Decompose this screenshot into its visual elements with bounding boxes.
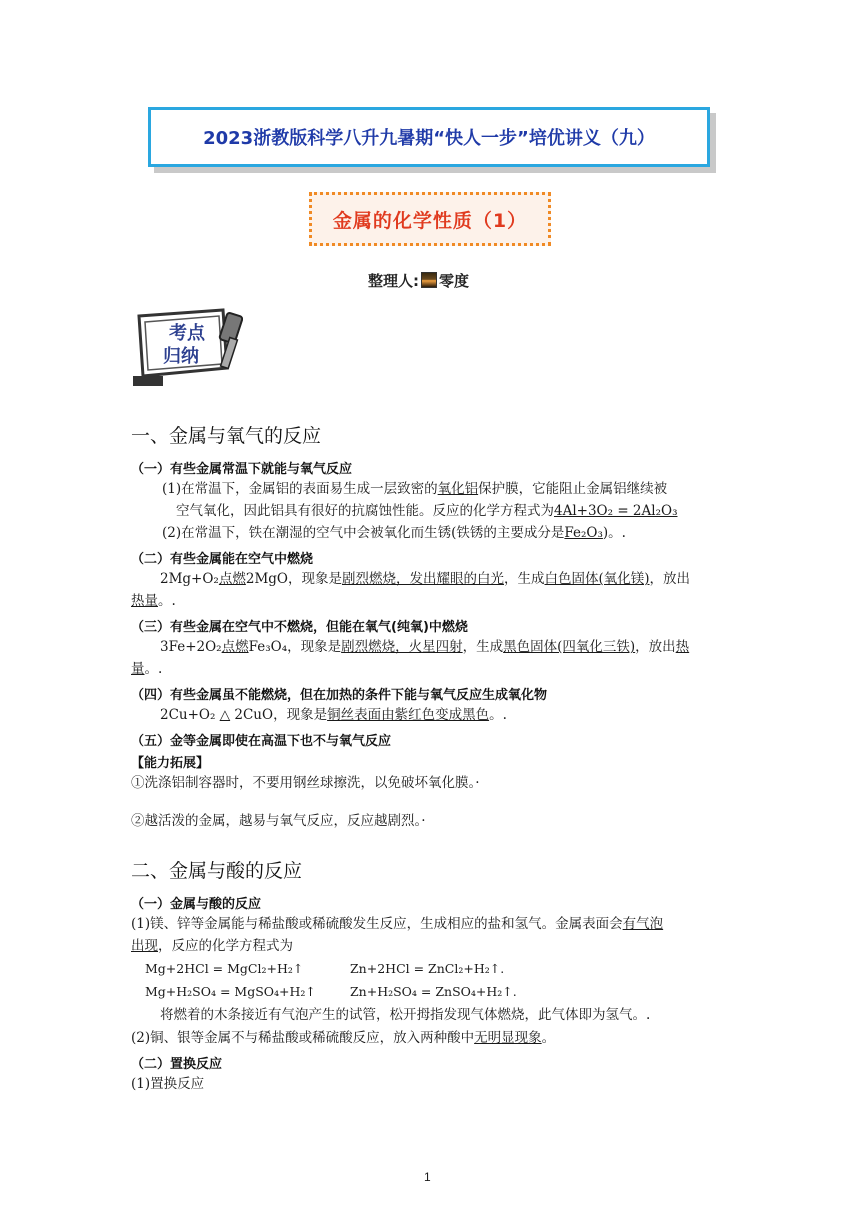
term-alumina: 氧化铝 <box>437 481 479 497</box>
mg-equation-cont: 热量。. <box>131 593 176 609</box>
section2-para3: (1)置换反应 <box>131 1076 205 1092</box>
section1-sub1: （一）有些金属常温下就能与氧气反应 <box>131 462 353 477</box>
mg-equation-line: 2Mg+O₂点燃2MgO，现象是剧烈燃烧，发出耀眼的白光，生成白色固体(氧化镁)，放出 <box>160 571 691 587</box>
cu-equation-line: 2Cu+O₂ △ 2CuO，现象是铜丝表面由紫红色变成黑色。. <box>160 707 507 723</box>
section1-sub4: （四）有些金属虽不能燃烧，但在加热的条件下能与氧气反应生成氧化物 <box>131 688 548 703</box>
section2-para1: (1)镁、锌等金属能与稀盐酸或稀硫酸发生反应，生成相应的盐和氢气。金属表面会有气泡 <box>131 916 664 932</box>
equation-zn-hcl: Zn+2HCl = ZnCl₂+H₂↑. <box>350 961 505 976</box>
section1-sub2: （二）有些金属能在空气中燃烧 <box>131 552 314 567</box>
term-rust: Fe₂O₃ <box>564 525 603 541</box>
section1-sub5: （五）金等金属即使在高温下也不与氧气反应 <box>131 734 392 749</box>
fe-equation-cont: 量。. <box>131 661 163 677</box>
equation-mg-h2so4: Mg+H₂SO₄ = MgSO₄+H₂↑ <box>145 984 316 999</box>
sunset-icon <box>421 272 437 288</box>
section2-para1-cont: 出现，反应的化学方程式为 <box>131 938 293 954</box>
page-number: 1 <box>424 1170 431 1184</box>
section2-para2: (2)铜、银等金属不与稀盐酸或稀硫酸反应，放入两种酸中无明显现象。 <box>131 1030 556 1046</box>
section1-para1-cont: 空气氧化，因此铝具有很好的抗腐蚀性能。反应的化学方程式为4Al+3O₂ = 2Al₂O₃ <box>176 503 678 519</box>
organizer-line <box>368 270 469 291</box>
ability-extension-title: 【能力拓展】 <box>131 756 210 771</box>
badge-line2: 归纳 <box>163 346 199 367</box>
document-title-box <box>148 107 710 167</box>
extension-point1: ①洗涤铝制容器时，不要用钢丝球擦洗，以免破坏氧化膜。· <box>131 775 480 791</box>
section1-title: 一、金属与氧气的反应 <box>131 425 322 447</box>
kaodian-badge-icon <box>131 306 243 388</box>
topic-title: 金属的化学性质（1） <box>332 209 528 232</box>
equation-al: 4Al+3O₂ = 2Al₂O₃ <box>554 503 678 519</box>
equation-mg-hcl: Mg+2HCl = MgCl₂+H₂↑ <box>145 961 304 976</box>
section2-sub2: （二）置换反应 <box>131 1057 223 1072</box>
organizer-label: 整理人: <box>368 272 419 290</box>
equation-zn-h2so4: Zn+H₂SO₄ = ZnSO₄+H₂↑. <box>350 984 517 999</box>
fe-equation-line: 3Fe+2O₂点燃Fe₃O₄，现象是剧烈燃烧，火星四射，生成黑色固体(四氧化三铁)，放出热 <box>160 639 690 655</box>
badge-line1: 考点 <box>169 323 205 344</box>
section1-para2: (2)在常温下，铁在潮湿的空气中会被氧化而生锈(铁锈的主要成分是Fe₂O₃)。. <box>162 525 626 541</box>
extension-point2: ②越活泼的金属，越易与氧气反应，反应越剧烈。· <box>131 813 426 829</box>
organizer-name: 零度 <box>439 272 470 290</box>
document-title: 2023浙教版科学八升九暑期“快人一步”培优讲义（九） <box>203 128 655 149</box>
hydrogen-test-note: 将燃着的木条接近有气泡产生的试管，松开拇指发现气体燃烧，此气体即为氢气。. <box>160 1007 651 1023</box>
section2-sub1: （一）金属与酸的反应 <box>131 897 262 912</box>
section1-para1: (1)在常温下，金属铝的表面易生成一层致密的氧化铝保护膜，它能阻止金属铝继续被 <box>162 481 668 497</box>
section2-title: 二、金属与酸的反应 <box>131 860 303 882</box>
section1-sub3: （三）有些金属在空气中不燃烧，但能在氧气(纯氧)中燃烧 <box>131 620 468 635</box>
topic-title-box <box>309 192 551 246</box>
